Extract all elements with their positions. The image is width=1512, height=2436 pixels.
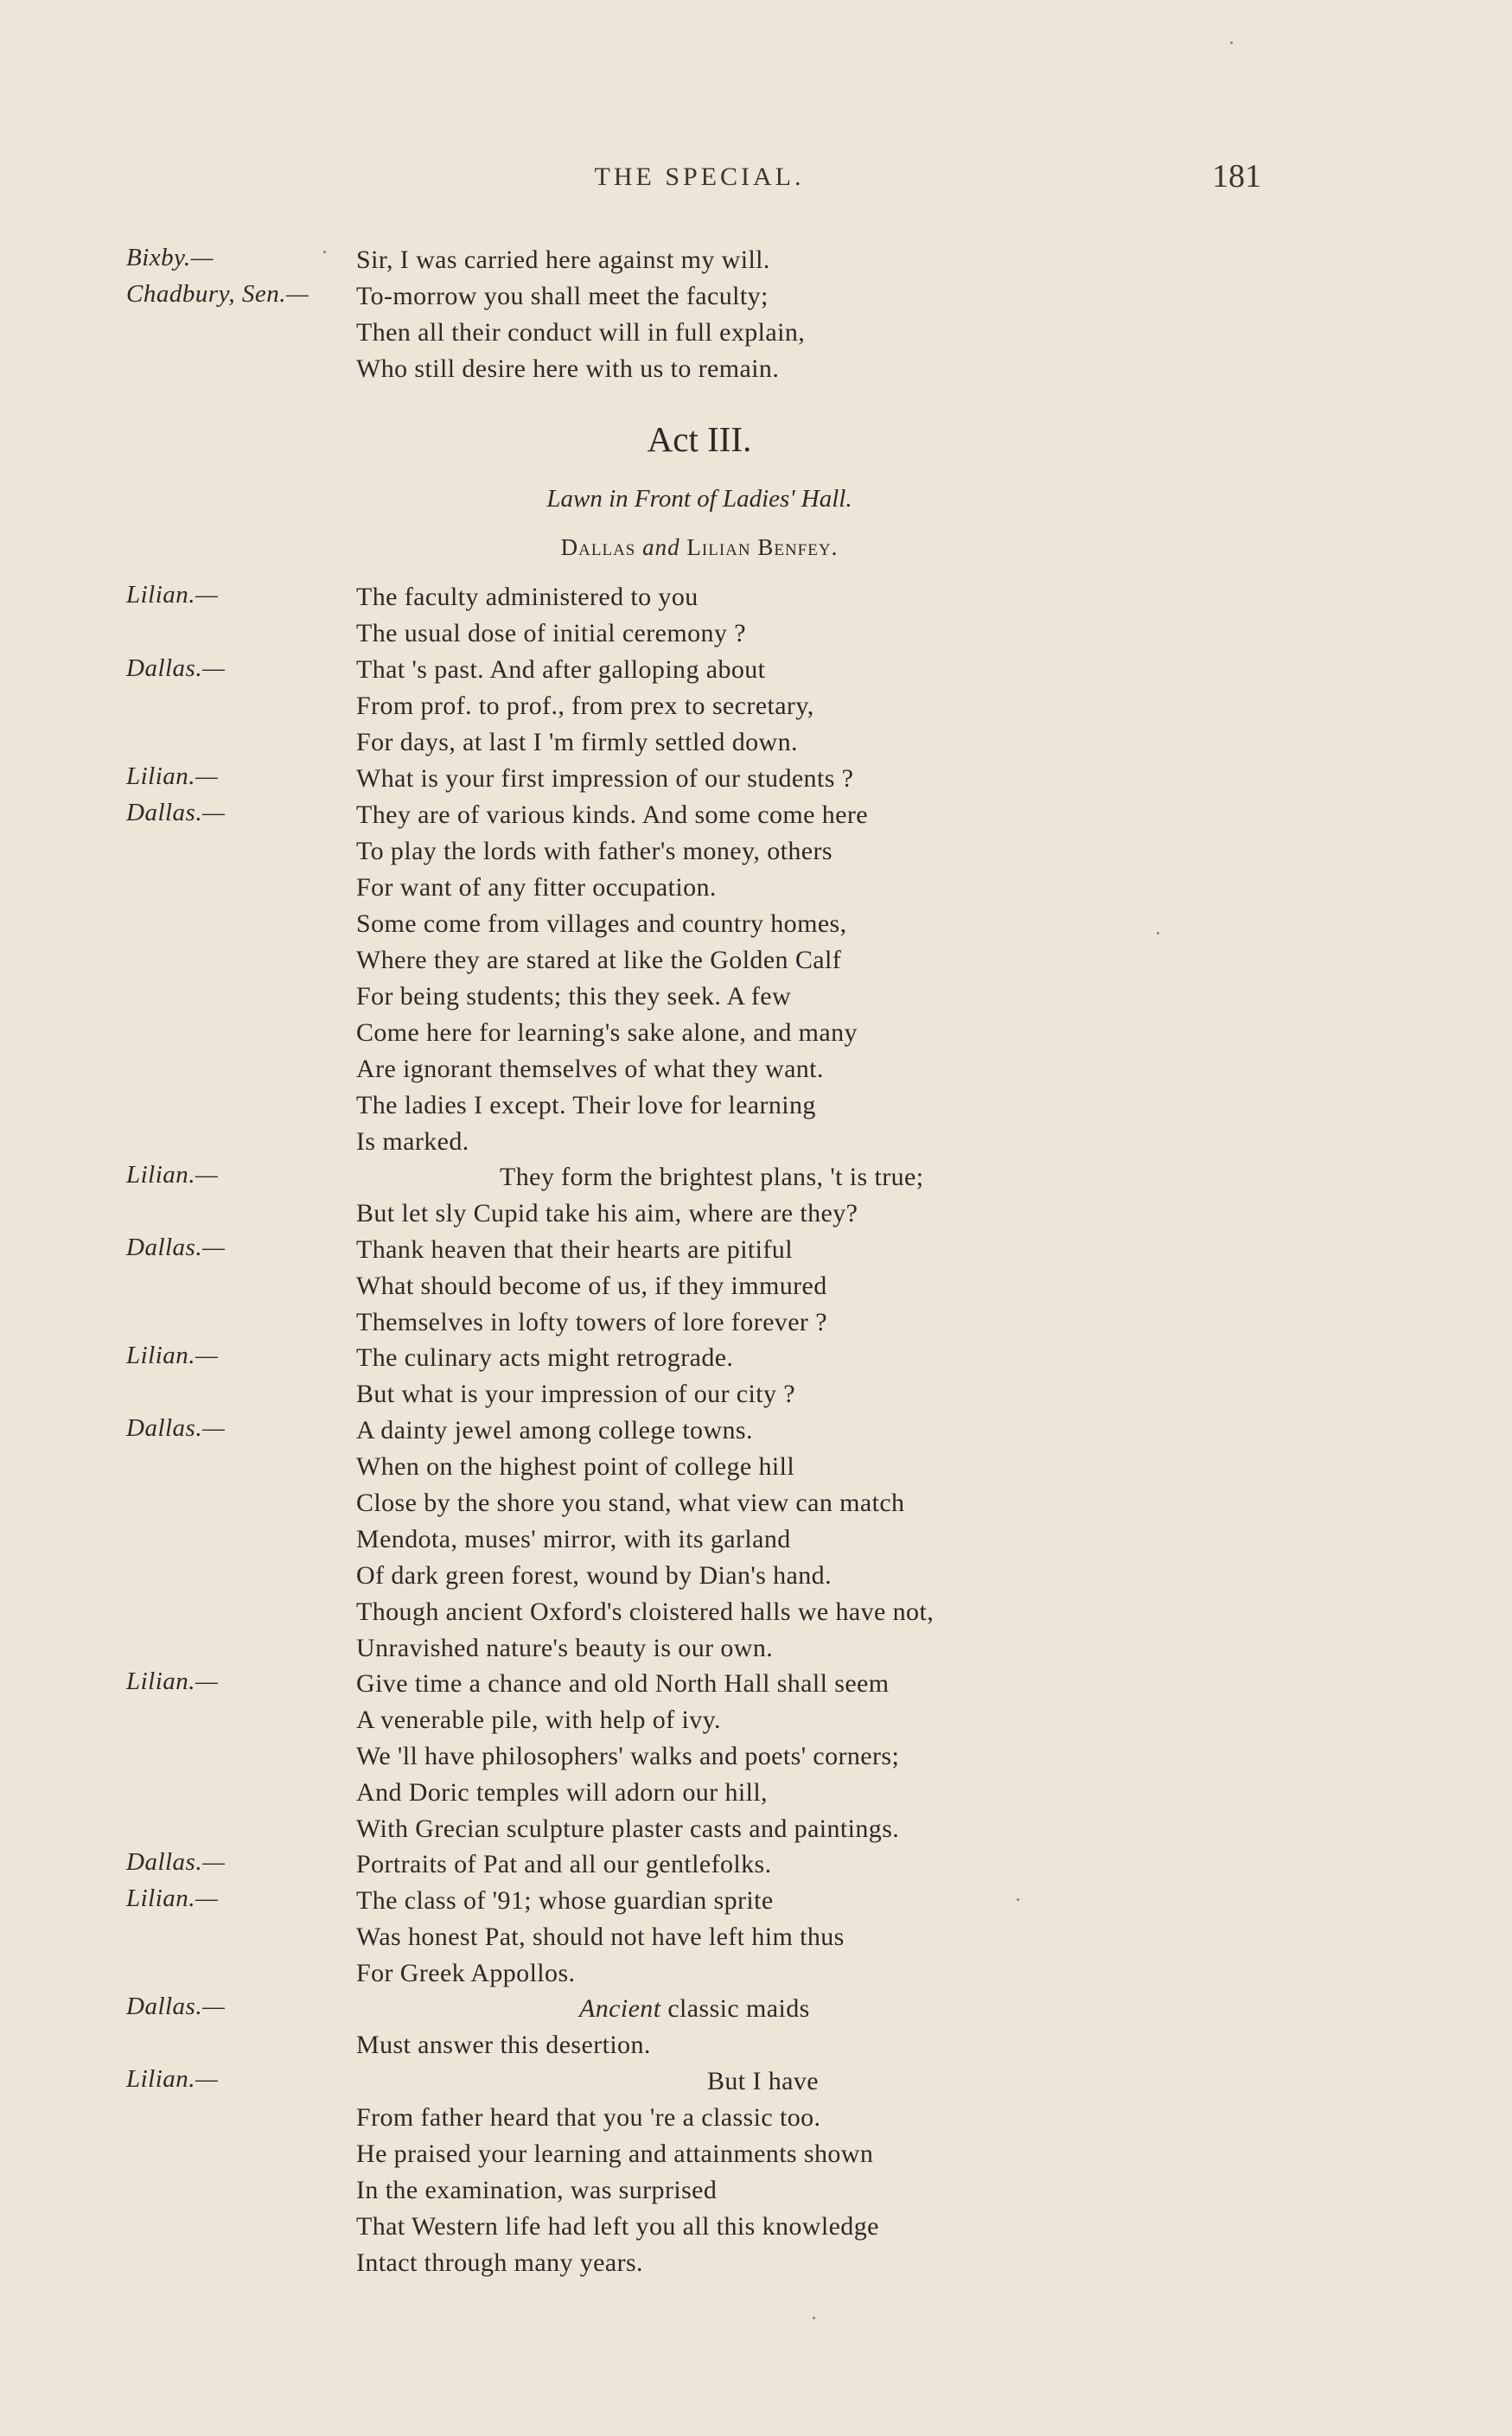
verse-line: Close by the shore you stand, what view can match [356, 1489, 905, 1517]
verse-line: The culinary acts might retrograde. [356, 1343, 734, 1372]
speaker-lilian: Lilian.— [126, 1342, 219, 1369]
speaker-dallas: Dallas.— [126, 1848, 226, 1876]
verse-line [579, 1994, 810, 2024]
verse-line: Unravished nature's beauty is our own. [356, 1634, 774, 1662]
verse-line: To-morrow you shall meet the faculty; [356, 282, 769, 310]
paper-speck [1157, 932, 1159, 934]
verse-line: A dainty jewel among college towns. [356, 1416, 753, 1444]
verse-line: Sir, I was carried here against my will. [356, 246, 770, 274]
verse-line: Is marked. [356, 1127, 469, 1156]
speaker-lilian: Lilian.— [126, 1884, 219, 1912]
paper-speck [1230, 41, 1233, 44]
verse-line: Themselves in lofty towers of lore forever ? [356, 1308, 827, 1336]
speaker-bixby: Bixby.— [126, 244, 214, 271]
speaker-dallas: Dallas.— [126, 1234, 226, 1261]
running-header: THE SPECIAL. [594, 163, 805, 191]
verse-line: The class of '91; whose guardian sprite [356, 1886, 774, 1915]
verse-line: We 'll have philosophers' walks and poets' corners; [356, 1742, 900, 1770]
verse-line: Then all their conduct will in full explain, [356, 318, 806, 347]
verse-line: And Doric temples will adorn our hill, [356, 1778, 768, 1807]
verse-line: With Grecian sculpture plaster casts and paintings. [356, 1814, 900, 1843]
ancient-word: Ancient [579, 1994, 661, 2023]
verse-line: Must answer this desertion. [356, 2031, 651, 2059]
speaker-dallas: Dallas.— [126, 654, 226, 682]
verse-line: Give time a chance and old North Hall shall seem [356, 1669, 890, 1698]
paper-speck [1017, 1898, 1019, 1901]
verse-line: When on the highest point of college hill [356, 1452, 795, 1481]
paper-speck [813, 2317, 815, 2319]
speaker-dallas: Dallas.— [126, 799, 226, 826]
verse-line: From prof. to prof., from prex to secretary, [356, 692, 814, 720]
paper-speck [323, 251, 326, 253]
speaker-lilian: Lilian.— [126, 762, 219, 790]
verse-line: From father heard that you 're a classic too. [356, 2103, 821, 2132]
verse-line: But let sly Cupid take his aim, where are they? [356, 1199, 858, 1228]
speaker-dallas: Dallas.— [126, 1414, 226, 1442]
verse-line: For Greek Appollos. [356, 1959, 576, 1987]
verse-line: For being students; this they seek. A few [356, 982, 792, 1011]
verse-line: What should become of us, if they immured [356, 1272, 827, 1300]
speaker-lilian: Lilian.— [126, 581, 219, 609]
characters-heading [0, 534, 1399, 561]
verse-line: But what is your impression of our city ? [356, 1380, 796, 1408]
verse-line: That 's past. And after galloping about [356, 655, 766, 684]
verse-line-rest: classic maids [667, 1994, 810, 2023]
character-lilian: Lilian Benfey. [686, 534, 839, 560]
verse-line: In the examination, was surprised [356, 2176, 718, 2204]
verse-line: The usual dose of initial ceremony ? [356, 619, 746, 647]
verse-line: Are ignorant themselves of what they want. [356, 1055, 824, 1083]
speaker-dallas: Dallas.— [126, 1993, 226, 2020]
verse-line: Portraits of Pat and all our gentlefolks. [356, 1850, 772, 1878]
verse-line: But I have [707, 2067, 819, 2095]
act-title: Act III. [647, 419, 752, 459]
characters-and: and [642, 534, 680, 560]
verse-line: For want of any fitter occupation. [356, 873, 717, 902]
verse-line: What is your first impression of our students ? [356, 764, 854, 793]
verse-line: For days, at last I 'm firmly settled down. [356, 728, 798, 756]
verse-line: He praised your learning and attainments shown [356, 2139, 874, 2168]
verse-line: Come here for learning's sake alone, and many [356, 1018, 858, 1047]
speaker-lilian: Lilian.— [126, 1668, 219, 1695]
character-dallas: Dallas [560, 534, 636, 560]
verse-line: To play the lords with father's money, others [356, 837, 833, 865]
verse-line: Some come from villages and country homes, [356, 909, 847, 938]
verse-line: Intact through many years. [356, 2248, 643, 2277]
speaker-chadbury-suffix: Sen.— [241, 280, 309, 308]
speaker-chadbury [126, 280, 309, 309]
page-number: 181 [1212, 158, 1261, 194]
speaker-lilian: Lilian.— [126, 2065, 219, 2093]
verse-line: Thank heaven that their hearts are pitiful [356, 1235, 793, 1264]
verse-line: Was honest Pat, should not have left him thus [356, 1923, 845, 1951]
verse-line: Of dark green forest, wound by Dian's hand. [356, 1561, 832, 1590]
verse-line: They are of various kinds. And some come here [356, 800, 868, 829]
verse-line: Though ancient Oxford's cloistered halls we have not, [356, 1597, 935, 1626]
speaker-chadbury-name: Chadbury, [126, 280, 236, 308]
verse-line: The faculty administered to you [356, 583, 699, 611]
scene-heading: Lawn in Front of Ladies' Hall. [546, 485, 852, 513]
verse-line: Mendota, muses' mirror, with its garland [356, 1525, 791, 1553]
verse-line: They form the brightest plans, 't is true; [500, 1163, 924, 1191]
verse-line: Who still desire here with us to remain. [356, 354, 780, 383]
verse-line: That Western life had left you all this knowledge [356, 2212, 879, 2241]
verse-line: The ladies I except. Their love for learning [356, 1091, 816, 1119]
speaker-lilian: Lilian.— [126, 1161, 219, 1189]
verse-line: Where they are stared at like the Golden Calf [356, 946, 842, 974]
verse-line: A venerable pile, with help of ivy. [356, 1706, 721, 1734]
